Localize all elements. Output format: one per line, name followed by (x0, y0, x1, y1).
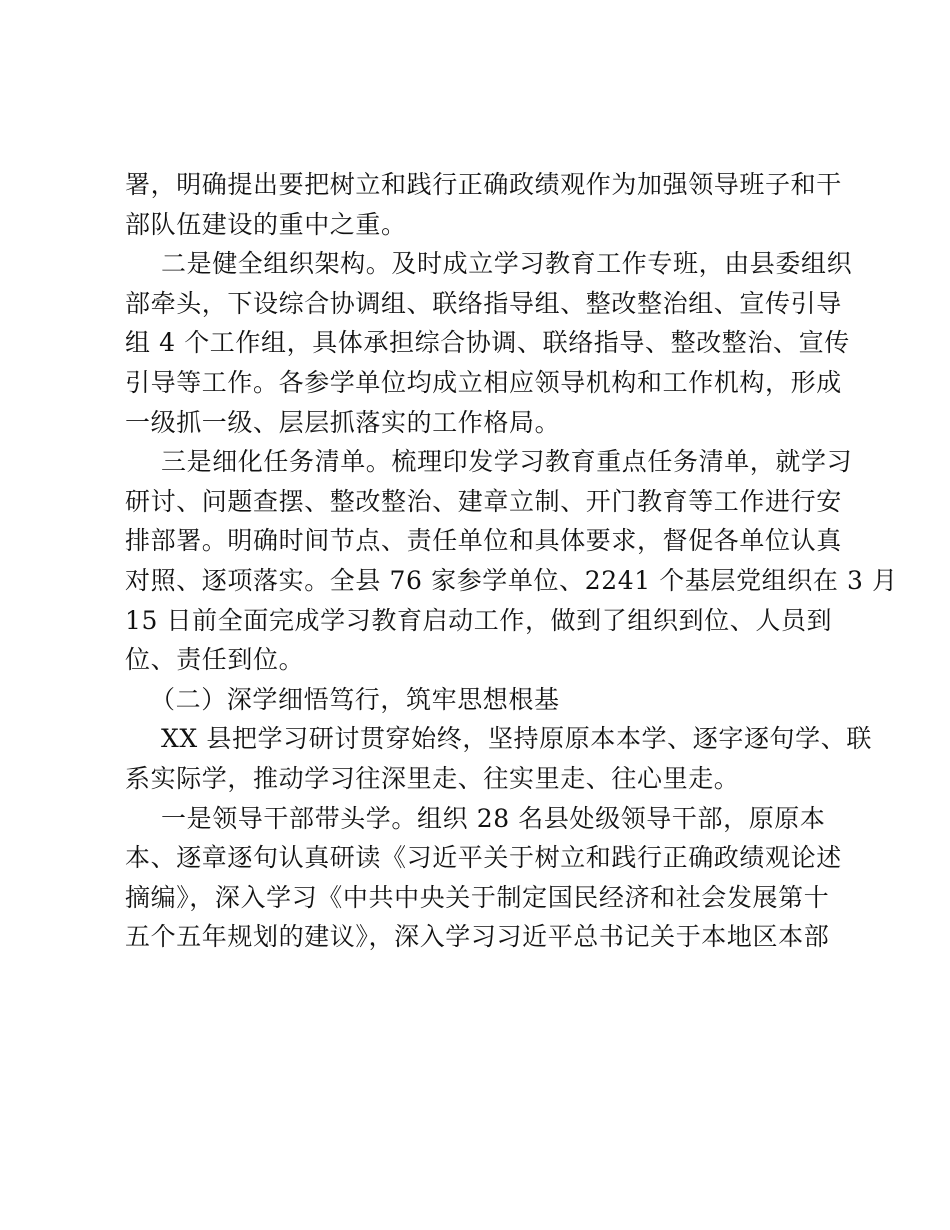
text-line: 一是领导干部带头学。组织 28 名县处级领导干部，原原本 (161, 803, 826, 833)
text-line: 一级抓一级、层层抓落实的工作格局。 (125, 407, 561, 437)
text-line: 部队伍建设的重中之重。 (125, 209, 407, 239)
section-heading: （二）深学细悟笃行，筑牢思想根基 (150, 684, 560, 714)
text-line: 组 4 个工作组，具体承担综合协调、联络指导、整改整治、宣传 (125, 328, 850, 358)
text-line: 系实际学，推动学习往深里走、往实里走、往心里走。 (125, 763, 740, 793)
text-line: 二是健全组织架构。及时成立学习教育工作专班，由县委组织 (161, 249, 853, 279)
text-line: 五个五年规划的建议》，深入学习习近平总书记关于本地区本部 (125, 922, 830, 952)
text-line: XX 县把学习研讨贯穿始终，坚持原原本本学、逐字逐句学、联 (161, 724, 872, 754)
text-line: 摘编》，深入学习《中共中央关于制定国民经济和社会发展第十 (125, 882, 830, 912)
text-line: 研讨、问题查摆、整改整治、建章立制、开门教育等工作进行安 (125, 486, 842, 516)
text-line: 15 日前全面完成学习教育启动工作，做到了组织到位、人员到 (125, 605, 833, 635)
text-line: 对照、逐项落实。全县 76 家参学单位、2241 个基层党组织在 3 月 (125, 565, 898, 595)
text-line: 三是细化任务清单。梳理印发学习教育重点任务清单，就学习 (161, 447, 853, 477)
text-line: 排部署。明确时间节点、责任单位和具体要求，督促各单位认真 (125, 526, 842, 556)
document-body (125, 165, 898, 957)
text-line: 本、逐章逐句认真研读《习近平关于树立和践行正确政绩观论述 (125, 843, 842, 873)
text-line: 署，明确提出要把树立和践行正确政绩观作为加强领导班子和干 (125, 170, 842, 199)
text-line: 引导等工作。各参学单位均成立相应领导机构和工作机构，形成 (125, 367, 842, 397)
text-line: 位、责任到位。 (125, 645, 305, 675)
text-line: 部牵头，下设综合协调组、联络指导组、整改整治组、宣传引导 (125, 288, 842, 318)
